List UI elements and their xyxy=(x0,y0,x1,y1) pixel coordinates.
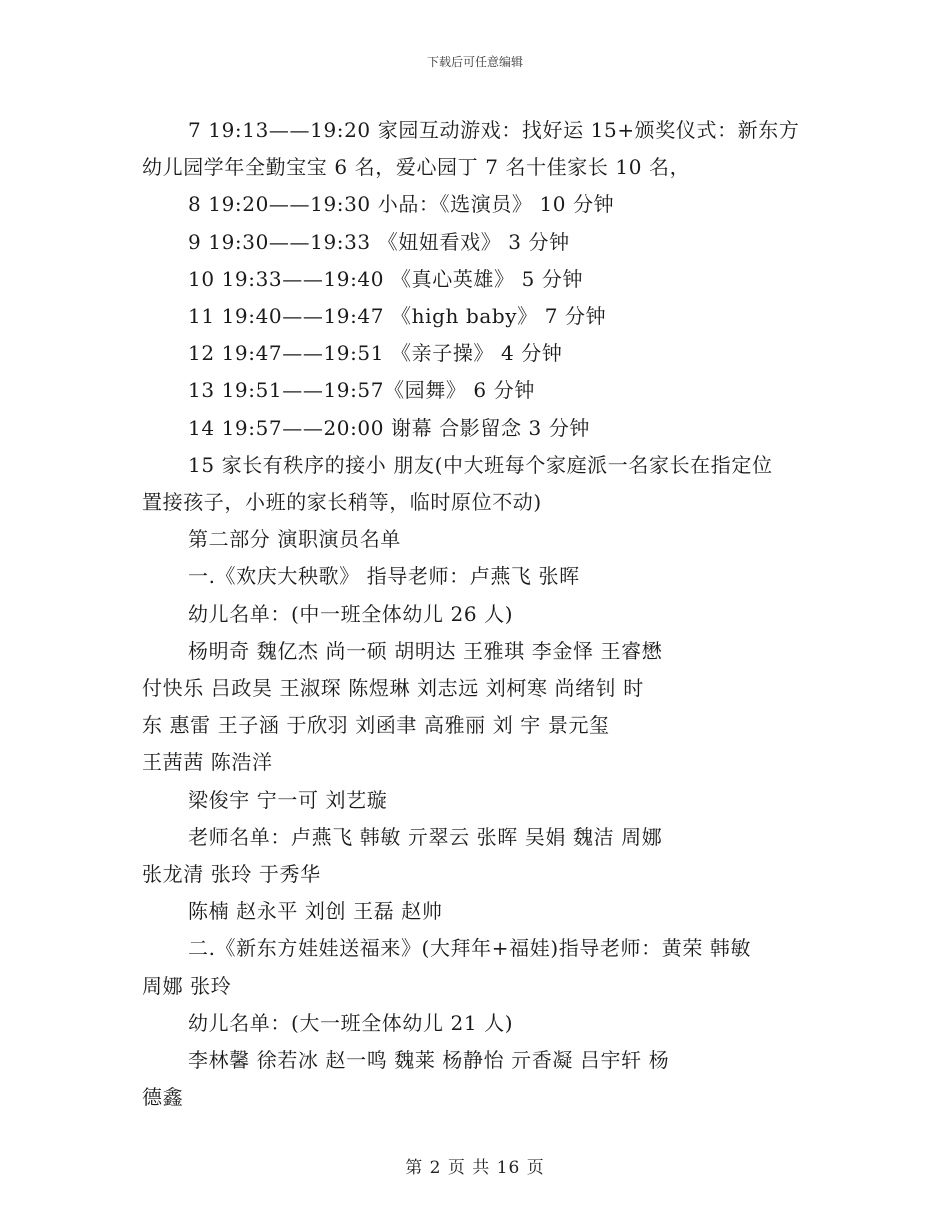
performance-2-title: 二.《新东方娃娃送福来》(大拜年+福娃)指导老师：黄荣 韩敏 xyxy=(188,936,752,961)
page-number-footer: 第 2 页 共 16 页 xyxy=(405,1158,545,1178)
children-names-line: 梁俊宇 宁一可 刘艺璇 xyxy=(188,787,388,812)
performance-1-title: 一.《欢庆大秧歌》 指导老师：卢燕飞 张晖 xyxy=(188,564,580,589)
children-list-heading: 幼儿名单：(中一班全体幼儿 26 人) xyxy=(188,601,514,626)
program-item-7-cont: 幼儿园学年全勤宝宝 6 名，爱心园丁 7 名十佳家长 10 名， xyxy=(142,155,691,180)
teacher-list-line: 老师名单：卢燕飞 韩敏 亓翠云 张晖 吴娟 魏洁 周娜 xyxy=(188,824,663,849)
program-item-7: 7 19:13——19:20 家园互动游戏：找好运 15+颁奖仪式：新东方 xyxy=(188,118,800,142)
children-list-heading: 幼儿名单：(大一班全体幼儿 21 人) xyxy=(188,1010,514,1035)
program-item-13: 13 19:51——19:57《园舞》 6 分钟 xyxy=(188,378,535,403)
program-item-10: 10 19:33——19:40 《真心英雄》 5 分钟 xyxy=(188,266,584,291)
children-names-line: 付快乐 吕政昊 王淑琛 陈煜琳 刘志远 刘柯寒 尚绪钊 时 xyxy=(142,676,644,701)
teacher-list-line: 张龙清 张玲 于秀华 xyxy=(142,862,321,887)
program-item-14: 14 19:57——20:00 谢幕 合影留念 3 分钟 xyxy=(188,415,591,440)
children-names-line: 李林馨 徐若冰 赵一鸣 魏莱 杨静怡 亓香凝 吕宇轩 杨 xyxy=(188,1048,670,1073)
teacher-list-line: 陈楠 赵永平 刘创 王磊 赵帅 xyxy=(188,899,443,924)
program-item-12: 12 19:47——19:51 《亲子操》 4 分钟 xyxy=(188,341,563,366)
program-item-8: 8 19:20——19:30 小品：《选演员》 10 分钟 xyxy=(188,192,615,217)
performance-2-title-cont: 周娜 张玲 xyxy=(142,973,232,998)
program-item-9: 9 19:30——19:33 《妞妞看戏》 3 分钟 xyxy=(188,229,570,254)
children-names-line: 王茜茜 陈浩洋 xyxy=(142,750,273,775)
header-note: 下载后可任意编辑 xyxy=(426,55,523,69)
children-names-line: 东 惠雷 王子涵 于欣羽 刘函聿 高雅丽 刘 宇 景元玺 xyxy=(142,713,610,738)
section-heading: 第二部分 演职演员名单 xyxy=(188,527,401,552)
children-names-line: 杨明奇 魏亿杰 尚一硕 胡明达 王雅琪 李金怿 王睿懋 xyxy=(188,638,663,663)
program-item-15-cont: 置接孩子，小班的家长稍等，临时原位不动) xyxy=(142,490,542,515)
program-item-11: 11 19:40——19:47 《high baby》 7 分钟 xyxy=(188,304,607,329)
document-body xyxy=(142,112,822,1116)
program-item-15: 15 家长有秩序的接小 朋友(中大班每个家庭派一名家长在指定位 xyxy=(188,452,773,477)
children-names-line: 德鑫 xyxy=(142,1085,184,1110)
